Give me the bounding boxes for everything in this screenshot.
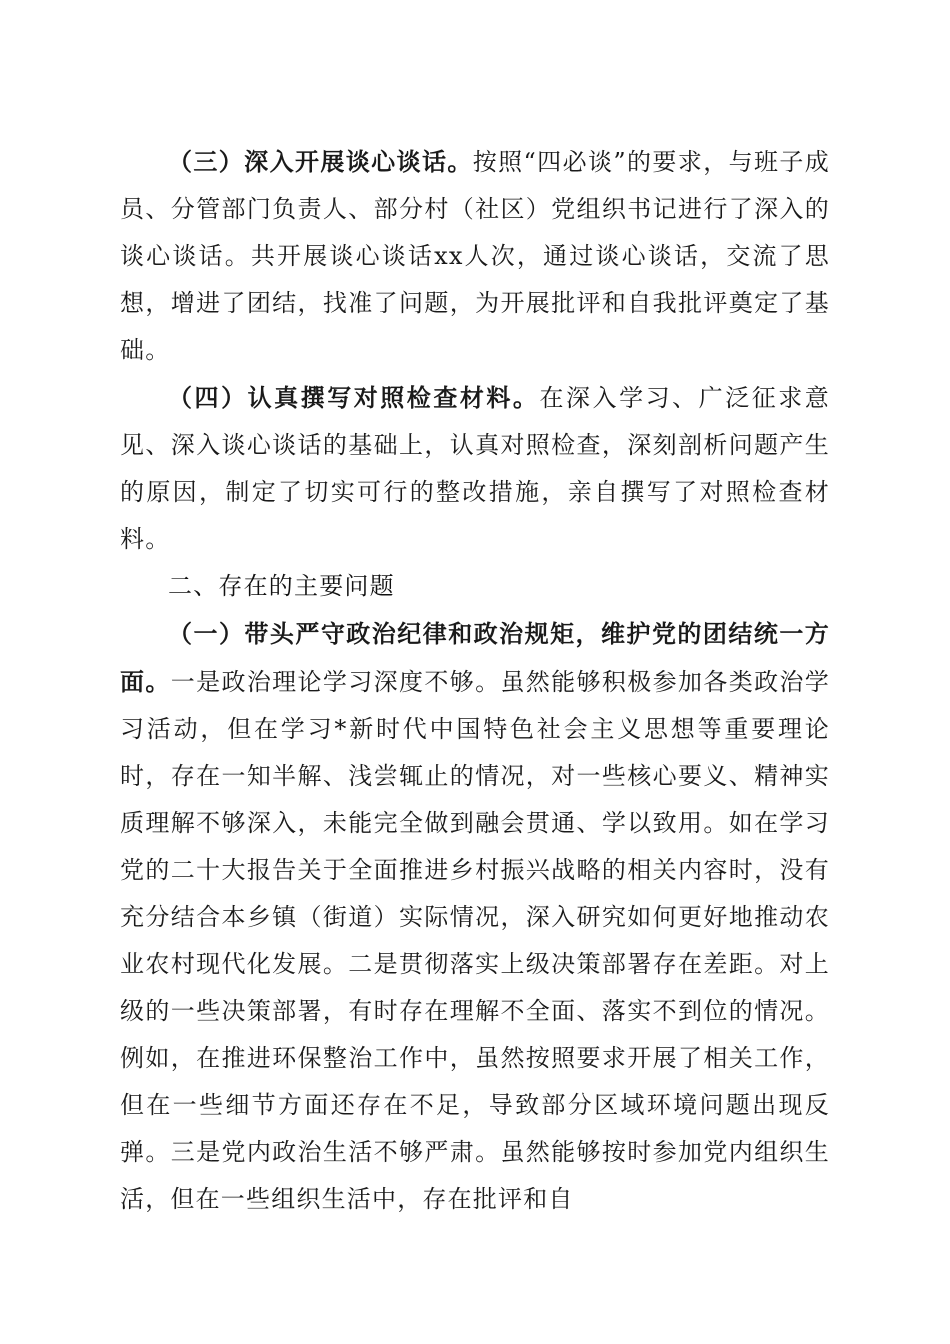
paragraph-lead: （四）认真撰写对照检查材料。 [168, 383, 540, 412]
paragraph-lead: （三）深入开展谈心谈话。 [168, 147, 473, 176]
paragraph-materials [120, 374, 830, 563]
paragraph-problems [120, 610, 830, 1223]
paragraph-talks [120, 138, 830, 374]
paragraph-lead: （一）带头严守政治纪律和政治规矩，维护党的团结统一方面。 [120, 619, 830, 696]
document-body [120, 138, 830, 1223]
section-heading: 二、存在的主要问题 [168, 572, 395, 600]
paragraph-body: 在深入学习、广泛征求意见、深入谈心谈话的基础上，认真对照检查，深刻剖析问题产生的原因，制定了切实可行的整改措施，亲自撰写了对照检查材料。 [120, 384, 830, 553]
paragraph-body: 按照“四必谈”的要求，与班子成员、分管部门负责人、部分村（社区）党组织书记进行了深入的谈心谈话。共开展谈心谈话xx人次，通过谈心谈话，交流了思想，增进了团结，找准了问题，为开展批评和自我批评奠定了基础。 [120, 148, 830, 364]
paragraph-body: 一是政治理论学习深度不够。虽然能够积极参加各类政治学习活动，但在学习*新时代中国特色社会主义思想等重要理论时，存在一知半解、浅尝辄止的情况，对一些核心要义、精神实质理解不够深入，未能完全做到融会贯通、学以致用。如在学习党的二十大报告关于全面推进乡村振兴战略的相关内容时，没有充分结合本乡镇（街道）实际情况，深入研究如何更好地推动农业农村现代化发展。二是贯彻落实上级决策部署存在差距。对上级的一些决策部署，有时存在理解不全面、落实不到位的情况。例如，在推进环保整治工作中，虽然按照要求开展了相关工作，但在一些细节方面还存在不足，导致部分区域环境问题出现反弹。三是党内政治生活不够严肃。虽然能够按时参加党内组织生活，但在一些组织生活中，存在批评和自 [120, 668, 830, 1213]
